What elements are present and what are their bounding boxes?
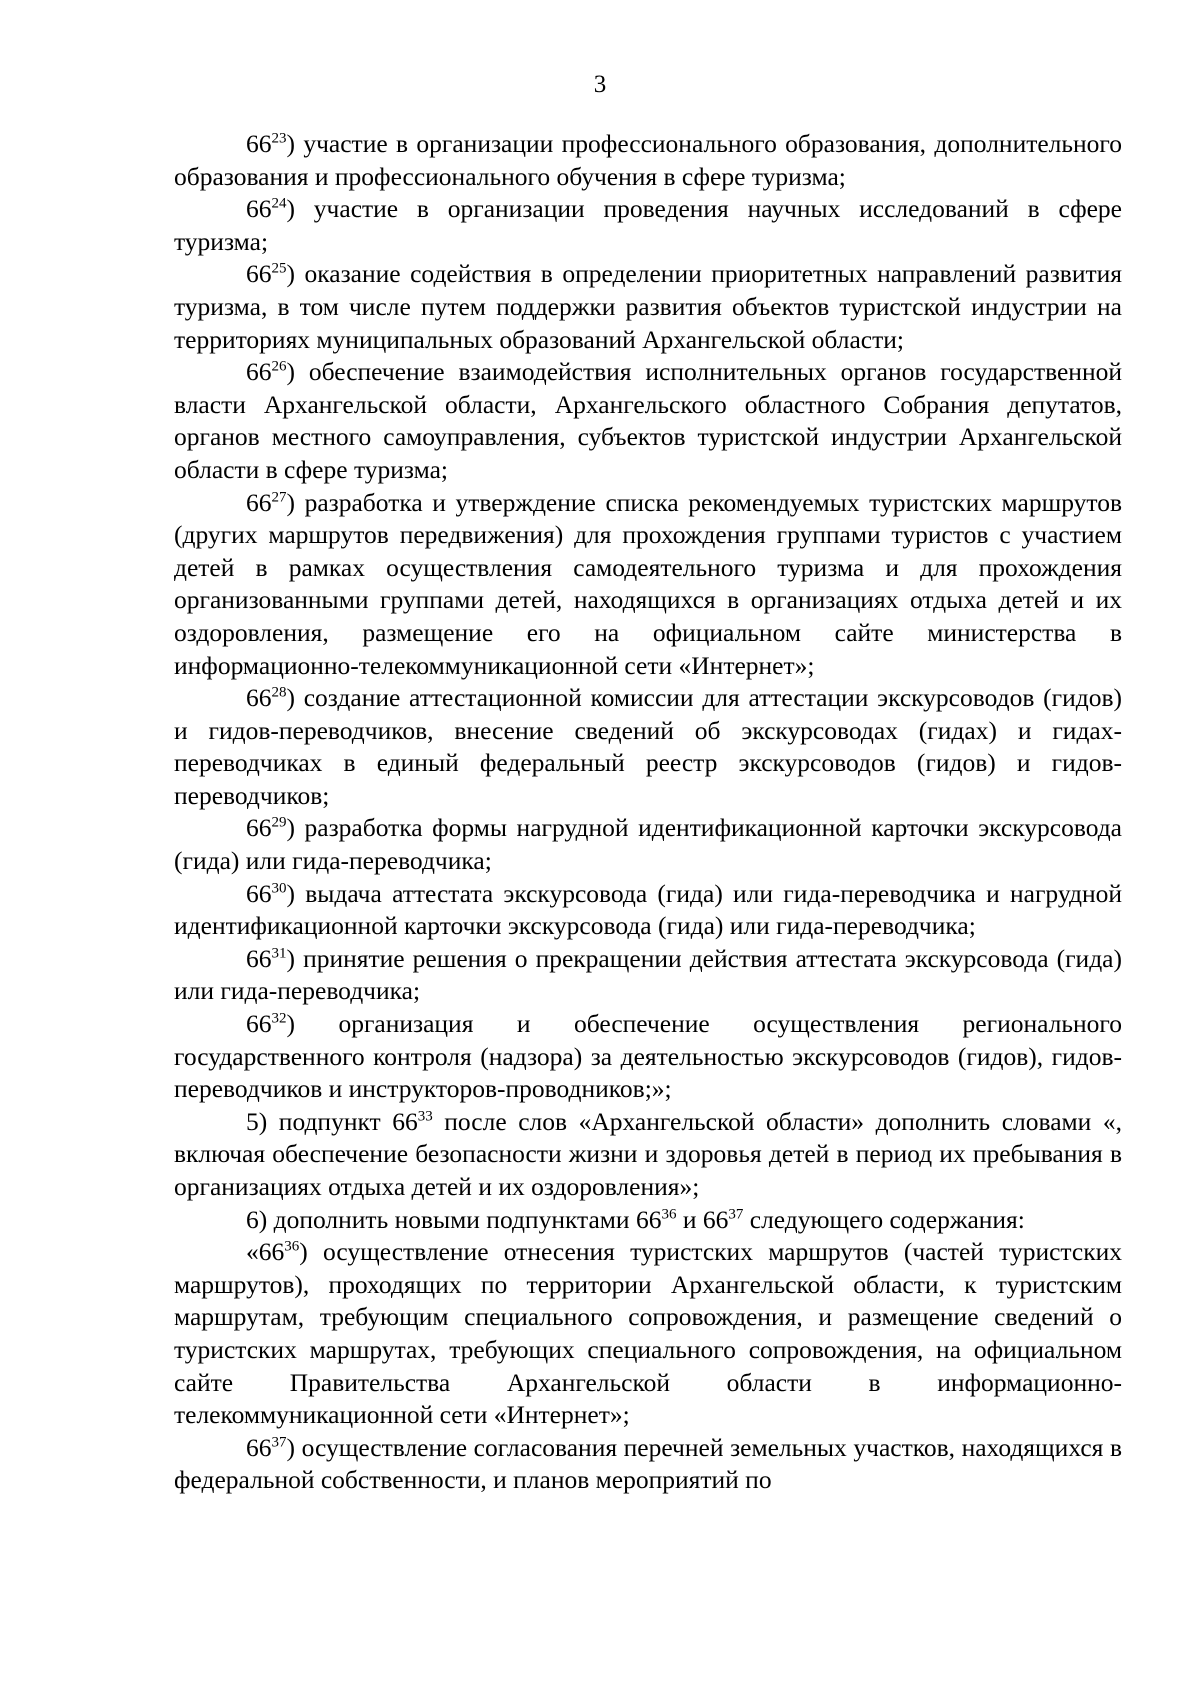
subclause-66-31: $66^{31}$) принятие решения о прекращении действия аттестата экскурсовода (гида) или гида-переводчика; xyxy=(174,943,1122,1006)
subclause-66-37: $66^{37}$) осуществление согласования перечней земельных участков, находящихся в федеральной собственности, и планов мероприятий по xyxy=(174,1432,1122,1495)
subclause-66-23: $66^{23}$) участие в организации профессионального образования, дополнительного образования и профессионального обучения в сфере туризма; xyxy=(174,129,1122,191)
item-6: 6) дополнить новыми подпунктами $66^{36}$ и $66^{37}$ следующего содержания: xyxy=(246,1204,1025,1234)
document-body xyxy=(174,128,1122,1497)
subclause-66-25: $66^{25}$) оказание содействия в определении приоритетных направлений развития туризма, в том числе путем поддержки развития объектов туристской индустрии на территориях муниципальных образований Архангельской области; xyxy=(174,259,1122,354)
subclause-66-28: $66^{28}$) создание аттестационной комиссии для аттестации экскурсоводов (гидов) и гидов-переводчиков, внесение сведений об экскурсоводах (гидах) и гидах-переводчиках в единый федеральный реестр экскурсоводов (гидов) и гидов-переводчиков; xyxy=(174,683,1122,810)
subclause-66-24: $66^{24}$) участие в организации проведения научных исследований в сфере туризма; xyxy=(174,194,1122,256)
subclause-66-32: $66^{32}$) организация и обеспечение осуществления регионального государственного контроля (надзора) за деятельностью экскурсоводов (гидов), гидов-переводчиков и инструкторов-проводников;»; xyxy=(174,1009,1122,1104)
subclause-66-27: $66^{27}$) разработка и утверждение списка рекомендуемых туристских маршрутов (других маршрутов передвижения) для прохождения группами туристов с участием детей в рамках осуществления самодеятельного туризма и для прохождения организованными группами детей, находящихся в организациях отдыха детей и их оздоровления, размещение его на официальном сайте министерства в информационно-телекоммуникационной сети «Интернет»; xyxy=(174,487,1122,680)
item-5: 5) подпункт $66^{33}$ после слов «Архангельской области» дополнить словами «, включая обеспечение безопасности жизни и здоровья детей в период их пребывания в организациях отдыха детей и их оздоровления»; xyxy=(174,1106,1122,1201)
subclause-66-26: $66^{26}$) обеспечение взаимодействия исполнительных органов государственной власти Архангельской области, Архангельского областного Собрания депутатов, органов местного самоуправления, субъектов туристской индустрии Архангельской области в сфере туризма; xyxy=(174,357,1122,484)
subclause-66-29: $66^{29}$) разработка формы нагрудной идентификационной карточки экскурсовода (гида) или гида-переводчика; xyxy=(174,813,1122,876)
subclause-66-30: $66^{30}$) выдача аттестата экскурсовода (гида) или гида-переводчика и нагрудной идентификационной карточки экскурсовода (гида) или гида-переводчика; xyxy=(174,878,1122,941)
subclause-66-36: «$66^{36}$) осуществление отнесения туристских маршрутов (частей туристских маршрутов), проходящих по территории Архангельской области, к туристским маршрутам, требующим специального сопровождения, и размещение сведений о туристских маршрутах, требующих специального сопровождения, на официальном сайте Правительства Архангельской области в информационно-телекоммуникационной сети «Интернет»; xyxy=(174,1237,1122,1430)
page-number: 3 xyxy=(593,71,607,98)
